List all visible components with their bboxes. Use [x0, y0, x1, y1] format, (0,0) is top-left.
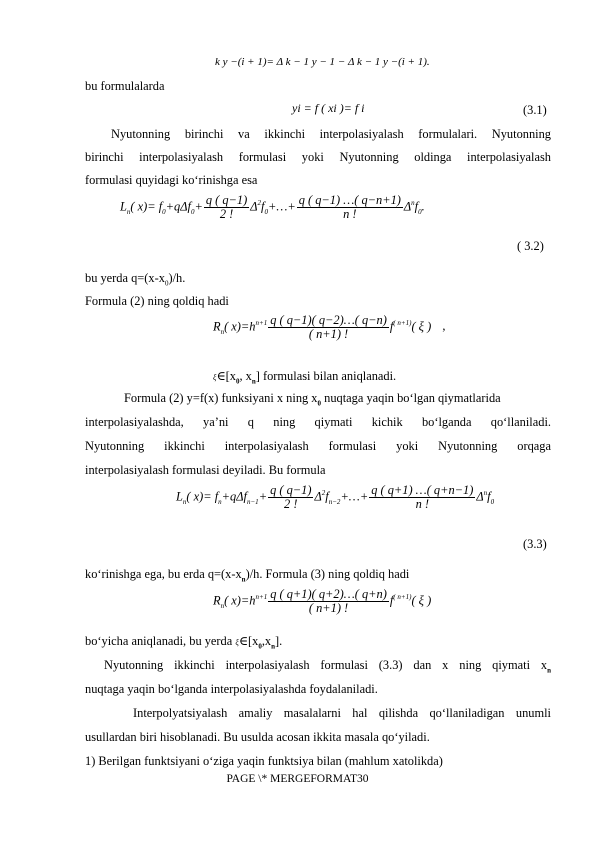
fraction-term-2: [204, 194, 249, 221]
text-q-definition: [85, 270, 185, 291]
remainder-f: f: [389, 319, 394, 334]
text-backward-q-definition: ko‘rinishga ega, bu erda $q=(x-x_n)/h$. Formula (3) ning qoldiq hadi: [85, 567, 410, 584]
formula-f-end-sub: 0: [418, 207, 422, 216]
backward-lhs: L: [176, 489, 183, 504]
backward-f-end: f: [487, 489, 491, 504]
remainder-f-sup: ( n+1): [393, 319, 412, 328]
formula-lhs-rest: ( x)= f: [130, 199, 163, 214]
fraction-term-2-den: 2 !: [219, 207, 234, 221]
formula-yi: yi = f ( xi )= f i: [292, 101, 365, 115]
paragraph-2-x0-sub: 0: [317, 399, 322, 408]
formula-dots: +…+: [267, 199, 296, 214]
remainder-lhs: R: [213, 319, 221, 334]
remainder-fraction-num: q ( q−1)( q−2)…( q−n): [270, 313, 387, 327]
xi-s0: 0: [235, 377, 240, 386]
backward-delta-n: Δ: [476, 489, 484, 504]
equation-number-3-3: (3.3): [523, 537, 547, 551]
remainder2-fraction-num: q ( q+1)( q+2)…( q+n): [270, 587, 387, 601]
paragraph-2-line-3: Nyutonning ikkinchi interpolasiyalash formulasi yoki Nyutonning orqaga: [85, 439, 551, 453]
formula-lhs: L: [120, 199, 127, 214]
text-bu-formulalarda: bu formulalarda: [85, 79, 165, 93]
xi-sn: n: [251, 377, 256, 386]
remainder-fraction-den: ( n+1) !: [308, 327, 349, 341]
backward-lhs-rest: ( x)= f: [186, 489, 219, 504]
page-footer-field: PAGE \* MERGEFORMAT30: [226, 773, 369, 785]
remainder-xi: ( ξ ): [411, 319, 432, 334]
element-of-symbol: ∈: [216, 369, 226, 383]
paragraph-3-line-2: nuqtaga yaqin bo‘lganda interpolasiyalashda foydalaniladi.: [85, 682, 378, 696]
text-q-definition-sub: 0: [164, 279, 169, 288]
backward-fraction-2-den: 2 !: [284, 497, 298, 511]
paragraph-5: 1) Berilgan funktsiyani o‘ziga yaqin funktsiya bilan (mahlum xatolikda): [85, 754, 443, 768]
formula-newton-backward: $L_n$( $x)= f_n+q\Delta f_{n-1}+$ $\frac{q ( q-1)}{2 !}$ $\Delta^2f_{n-2}+\dots+$ $\frac{q ( q+1) \dots( q+n-1)}{n !}$ $\Delta^nf_0$: [176, 483, 495, 511]
backward-f-end-sub: 0: [490, 497, 495, 506]
paragraph-1-line-2: birinchi interpolasiyalash formulasi yoki Nyutonning oldinga interpolasiyalash: [85, 150, 551, 164]
remainder2-h-sup: n+1: [255, 593, 268, 602]
backward-delta-n-sup: n: [483, 489, 488, 498]
backward-q-sub: n: [241, 575, 246, 584]
backward-qdelta: +qΔf: [221, 489, 247, 504]
paragraph-4-line-1: Interpolyatsiyalash amaliy masalalarni hal qilishda qo‘llaniladigan unumli: [133, 706, 551, 720]
fraction-term-2-num: q ( q−1): [205, 193, 248, 207]
formula-delta-n-sup: n: [411, 199, 415, 208]
formula-f0-sub: 0: [162, 207, 166, 216]
remainder2-fraction-den: ( n+1) !: [308, 601, 349, 615]
backward-fraction-n: [369, 484, 475, 511]
xi-end: ] formulasi bilan aniqlanadi.: [255, 369, 397, 383]
equation-number-3-2: ( 3.2): [517, 239, 544, 253]
text-q-definition-end: )/h.: [168, 271, 186, 285]
formula-f0-sub-2: 0: [190, 207, 195, 216]
backward-f2: f: [325, 489, 329, 504]
backward-delta2-sup: 2: [321, 489, 326, 498]
formula-remainder-backward: [213, 588, 431, 615]
backward-dots: +…+: [340, 489, 369, 504]
element-of-symbol-2: ∈: [238, 634, 248, 648]
backward-fsub2: n−2: [328, 497, 341, 506]
backward-fraction-2: [268, 484, 313, 511]
xi-symbol-2: ξ: [235, 638, 239, 647]
xi-mid: , x: [239, 369, 252, 383]
paragraph-2-line-4: interpolasiyalash formulasi deyiladi. Bu formula: [85, 463, 326, 477]
paragraph-2-line-2: interpolasiyalashda, ya’ni q ning qiymati kichik bo‘lganda qo‘llaniladi.: [85, 415, 551, 429]
text-boycha-aniqlanadi: bo‘yicha aniqlanadi, bu yerda $\xi\in[x_0,x_n]$.: [85, 634, 283, 651]
remainder2-f: f: [389, 593, 394, 608]
backward-fraction-n-num: q ( q+1) …( q+n−1): [371, 483, 474, 497]
remainder2-f-sup: ( n+1): [393, 593, 412, 602]
text-xi-interval-forward: [213, 368, 396, 389]
remainder-comma: ,: [442, 319, 446, 334]
xi-symbol: ξ: [213, 373, 217, 382]
remainder2-lhs-sub: n: [220, 601, 225, 610]
formula-finite-difference: k y −(i + 1)= Δ k − 1 y − 1 − Δ k − 1 y −(i + 1).: [215, 56, 430, 68]
paragraph-3-line-1: Nyutonning ikkinchi interpolasiyalash formulasi (3.3) dan x ning qiymati $x_n$: [104, 658, 551, 675]
paragraph-4-line-2: usullardan biri hisoblanadi. Bu usulda acosan ikkita masala qo‘yiladi.: [85, 730, 430, 744]
formula-qdelta: +qΔf: [165, 199, 191, 214]
formula-end: .: [421, 199, 425, 214]
formula-delta2: Δ: [250, 199, 258, 214]
formula-lhs-sub: n: [126, 207, 131, 216]
fraction-term-n-den: n !: [343, 207, 357, 221]
backward-lhs-sub: n: [182, 497, 187, 506]
remainder-h-sup: n+1: [255, 319, 268, 328]
fraction-term-n: [297, 194, 403, 221]
remainder2-lhs: R: [213, 593, 221, 608]
formula-f-after2: f: [261, 199, 265, 214]
backward-fn-sub: n: [218, 497, 222, 506]
text-formula-2-remainder: Formula (2) ning qoldiq hadi: [85, 294, 229, 308]
formula-f-end: f: [414, 199, 419, 214]
paragraph-2-line-1: Formula (2) y=f(x) funksiyani x ning $x_0$ nuqtaga yaqin bo‘lgan qiymatlarida: [124, 391, 501, 408]
backward-fsub1: n−1: [246, 497, 259, 506]
paragraph-1-line-1: Nyutonning birinchi va ikkinchi interpolasiyalash formulalari. Nyutonning: [111, 127, 551, 141]
fraction-term-n-num: q ( q−1) …( q−n+1): [298, 193, 401, 207]
remainder2-fraction: [268, 588, 389, 615]
equation-number-3-1: (3.1): [523, 103, 547, 117]
formula-delta-n: Δ: [403, 199, 412, 214]
backward-fraction-n-den: n !: [415, 497, 429, 511]
formula-delta2-sup: 2: [257, 199, 262, 208]
formula-remainder-forward: [213, 314, 445, 341]
remainder-lhs-rest: ( x)=h: [224, 319, 256, 334]
backward-delta2: Δ: [314, 489, 322, 504]
remainder2-xi: ( ξ ): [411, 593, 432, 608]
formula-newton-forward: $L_n$( $x)= f_0+q\Delta f_0+$ $\frac{q ( q-1)}{2 !}$ $\Delta^2f_0+\dots+$ $\frac{q ( q-1) \dots( q-n+1)}{n !}$ $\Delta^nf_0$.: [120, 193, 425, 221]
formula-f-after2-sub: 0: [264, 207, 268, 216]
remainder-fraction: [268, 314, 389, 341]
remainder2-lhs-rest: ( x)=h: [224, 593, 256, 608]
backward-fraction-2-num: q ( q−1): [270, 483, 312, 497]
xi-bracket: [x: [225, 369, 236, 383]
remainder-lhs-sub: n: [220, 327, 225, 336]
text-q-definition-main: bu yerda q=(x-x: [85, 271, 165, 285]
paragraph-3-sub: n: [547, 666, 551, 675]
paragraph-1-line-3: formulasi quyidagi ko‘rinishga esa: [85, 173, 258, 187]
